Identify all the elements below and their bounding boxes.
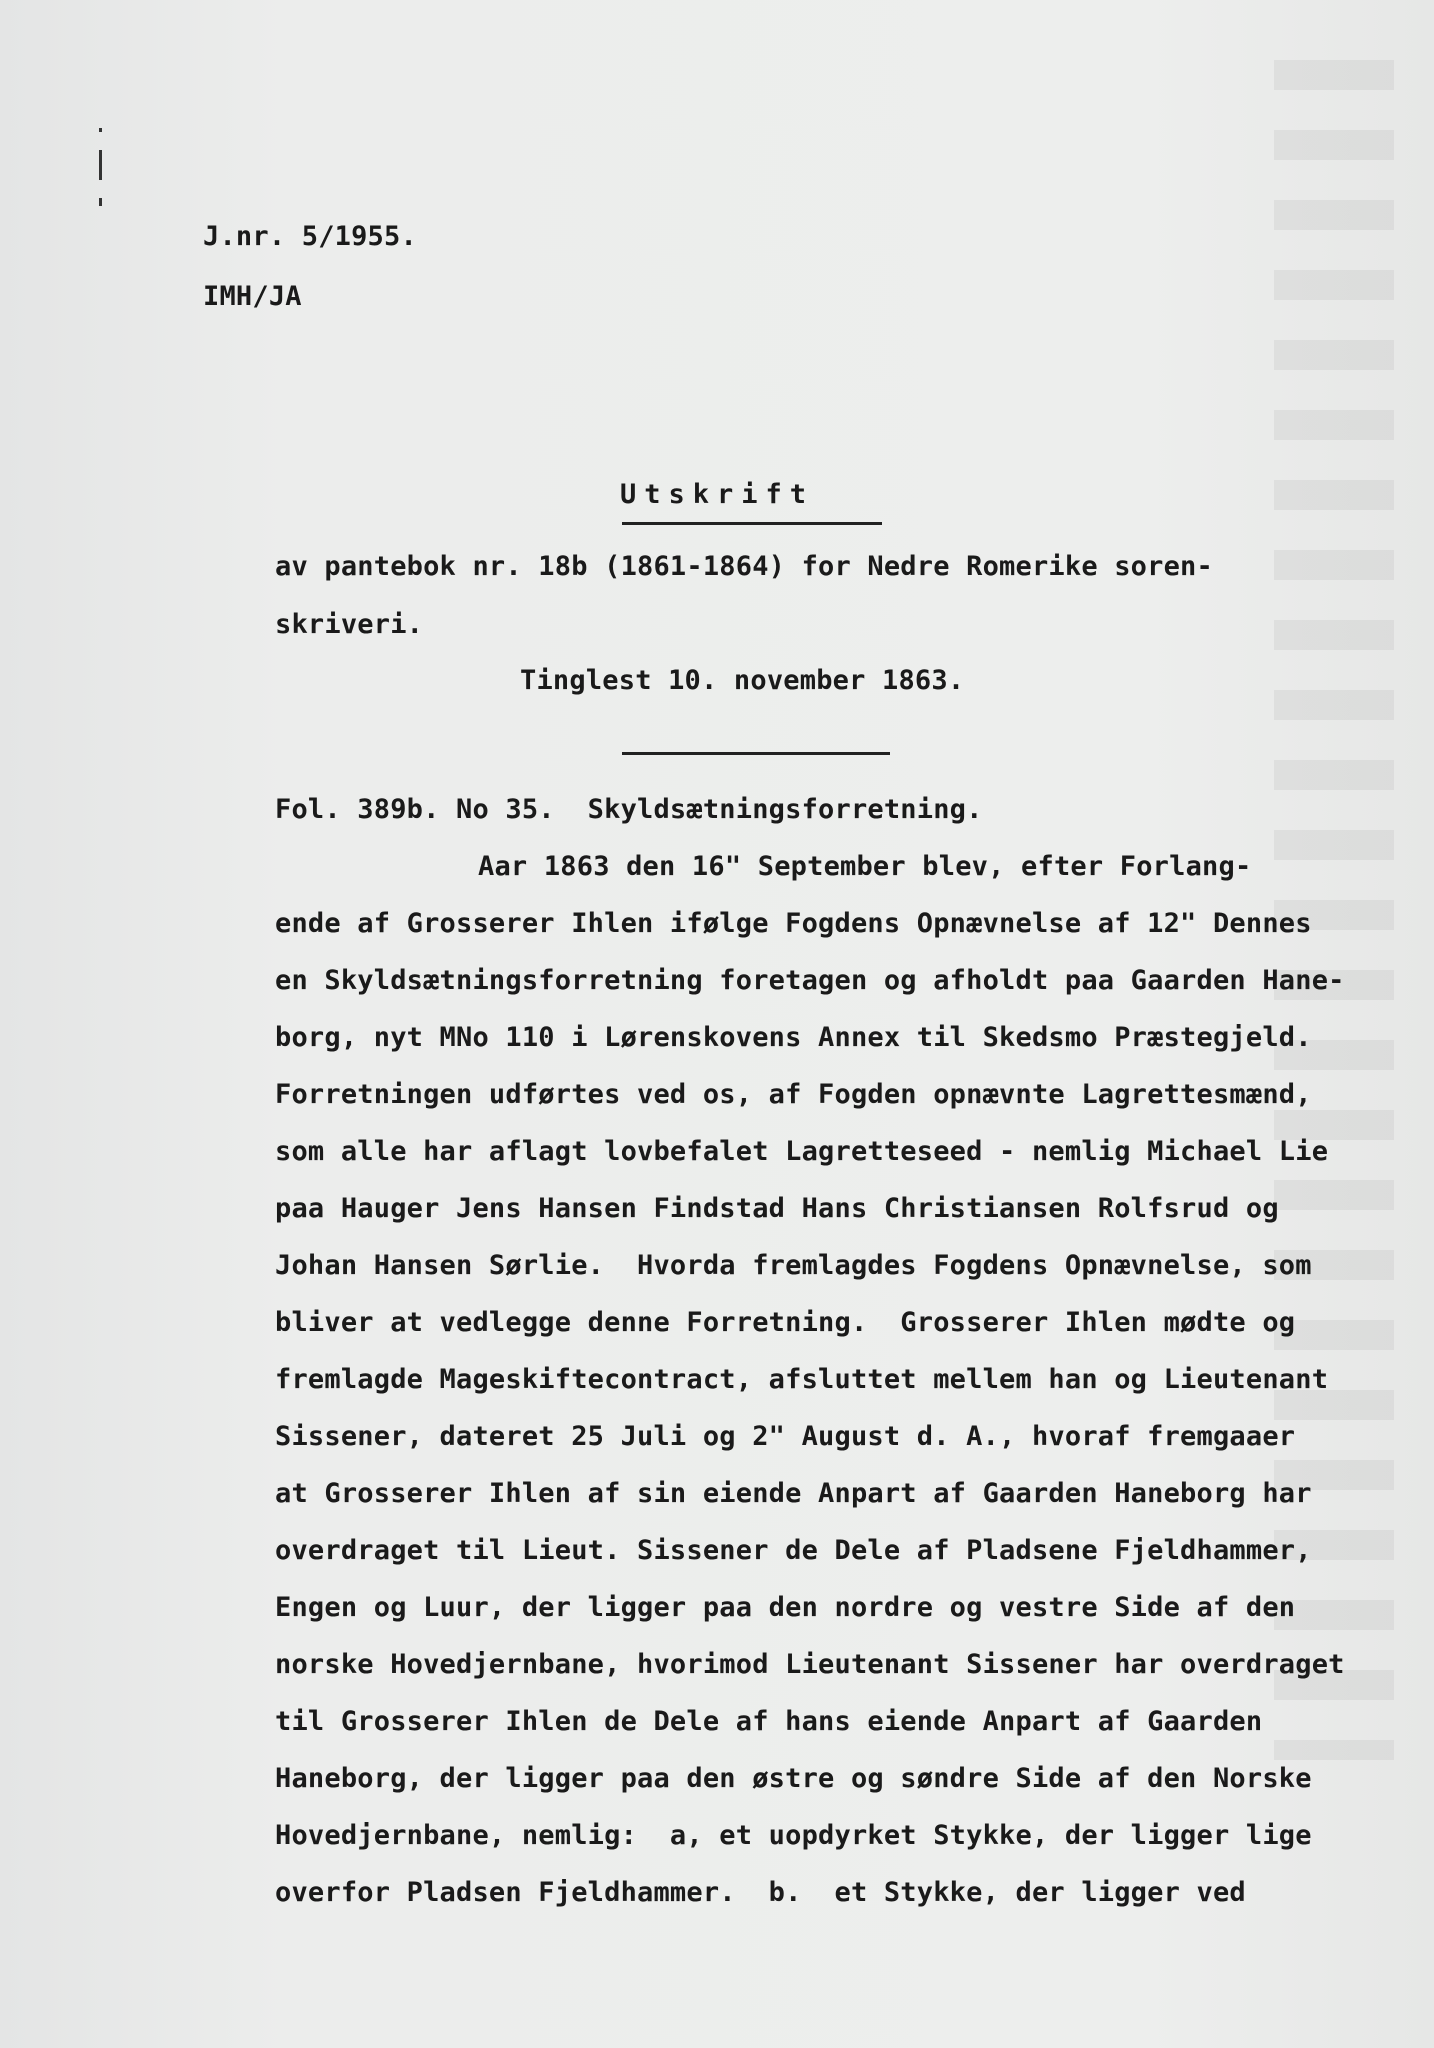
folio-heading: Fol. 389b. No 35. Skyldsætningsforretning. [275, 794, 983, 825]
body-line: Forretningen udførtes ved os, af Fogden opnævnte Lagrettesmænd, [275, 1079, 1312, 1110]
body-line: Johan Hansen Sørlie. Hvorda fremlagdes Fogdens Opnævnelse, som [275, 1250, 1312, 1281]
body-line: overfor Pladsen Fjeldhammer. b. et Stykke, der ligger ved [275, 1877, 1246, 1908]
body-line: overdraget til Lieut. Sissener de Dele af Pladsene Fjeldhammer, [275, 1535, 1312, 1566]
body-line: til Grosserer Ihlen de Dele af hans eiende Anpart af Gaarden [275, 1706, 1263, 1737]
body-line: norske Hovedjernbane, hvorimod Lieutenant Sissener har overdraget [275, 1649, 1345, 1680]
body-line: Haneborg, der ligger paa den østre og søndre Side af den Norske [275, 1763, 1312, 1794]
body-line: ende af Grosserer Ihlen ifølge Fogdens Opnævnelse af 12" Dennes [275, 908, 1312, 939]
body-line: borg, nyt MNo 110 i Lørenskovens Annex til Skedsmo Præstegjeld. [275, 1022, 1312, 1053]
body-line: Aar 1863 den 16" September blev, efter Forlang- [478, 851, 1252, 882]
body-line: paa Hauger Jens Hansen Findstad Hans Christiansen Rolfsrud og [275, 1193, 1279, 1224]
body-line: en Skyldsætningsforretning foretagen og afholdt paa Gaarden Hane- [275, 965, 1345, 996]
initials: IMH/JA [203, 281, 302, 312]
registration-date: Tinglest 10. november 1863. [520, 665, 965, 696]
margin-mark [99, 150, 102, 180]
margin-mark [99, 128, 102, 132]
journal-number: J.nr. 5/1955. [203, 221, 417, 252]
section-divider [622, 752, 890, 755]
body-line: som alle har aflagt lovbefalet Lagretteseed - nemlig Michael Lie [275, 1136, 1329, 1167]
body-line: fremlagde Mageskiftecontract, afsluttet mellem han og Lieutenant [275, 1364, 1329, 1395]
document-title: Utskrift [620, 479, 815, 510]
body-line: at Grosserer Ihlen af sin eiende Anpart af Gaarden Haneborg har [275, 1478, 1312, 1509]
subtitle-line-1: av pantebok nr. 18b (1861-1864) for Nedre Romerike soren- [275, 551, 1213, 582]
body-line: Hovedjernbane, nemlig: a, et uopdyrket Stykke, der ligger lige [275, 1820, 1312, 1851]
body-line: bliver at vedlegge denne Forretning. Grosserer Ihlen mødte og [275, 1307, 1296, 1338]
body-line: Engen og Luur, der ligger paa den nordre og vestre Side af den [275, 1592, 1296, 1623]
margin-mark [99, 198, 102, 206]
body-line: Sissener, dateret 25 Juli og 2" August d. A., hvoraf fremgaaer [275, 1421, 1296, 1452]
title-underline [622, 522, 882, 525]
subtitle-line-2: skriveri. [275, 609, 424, 640]
